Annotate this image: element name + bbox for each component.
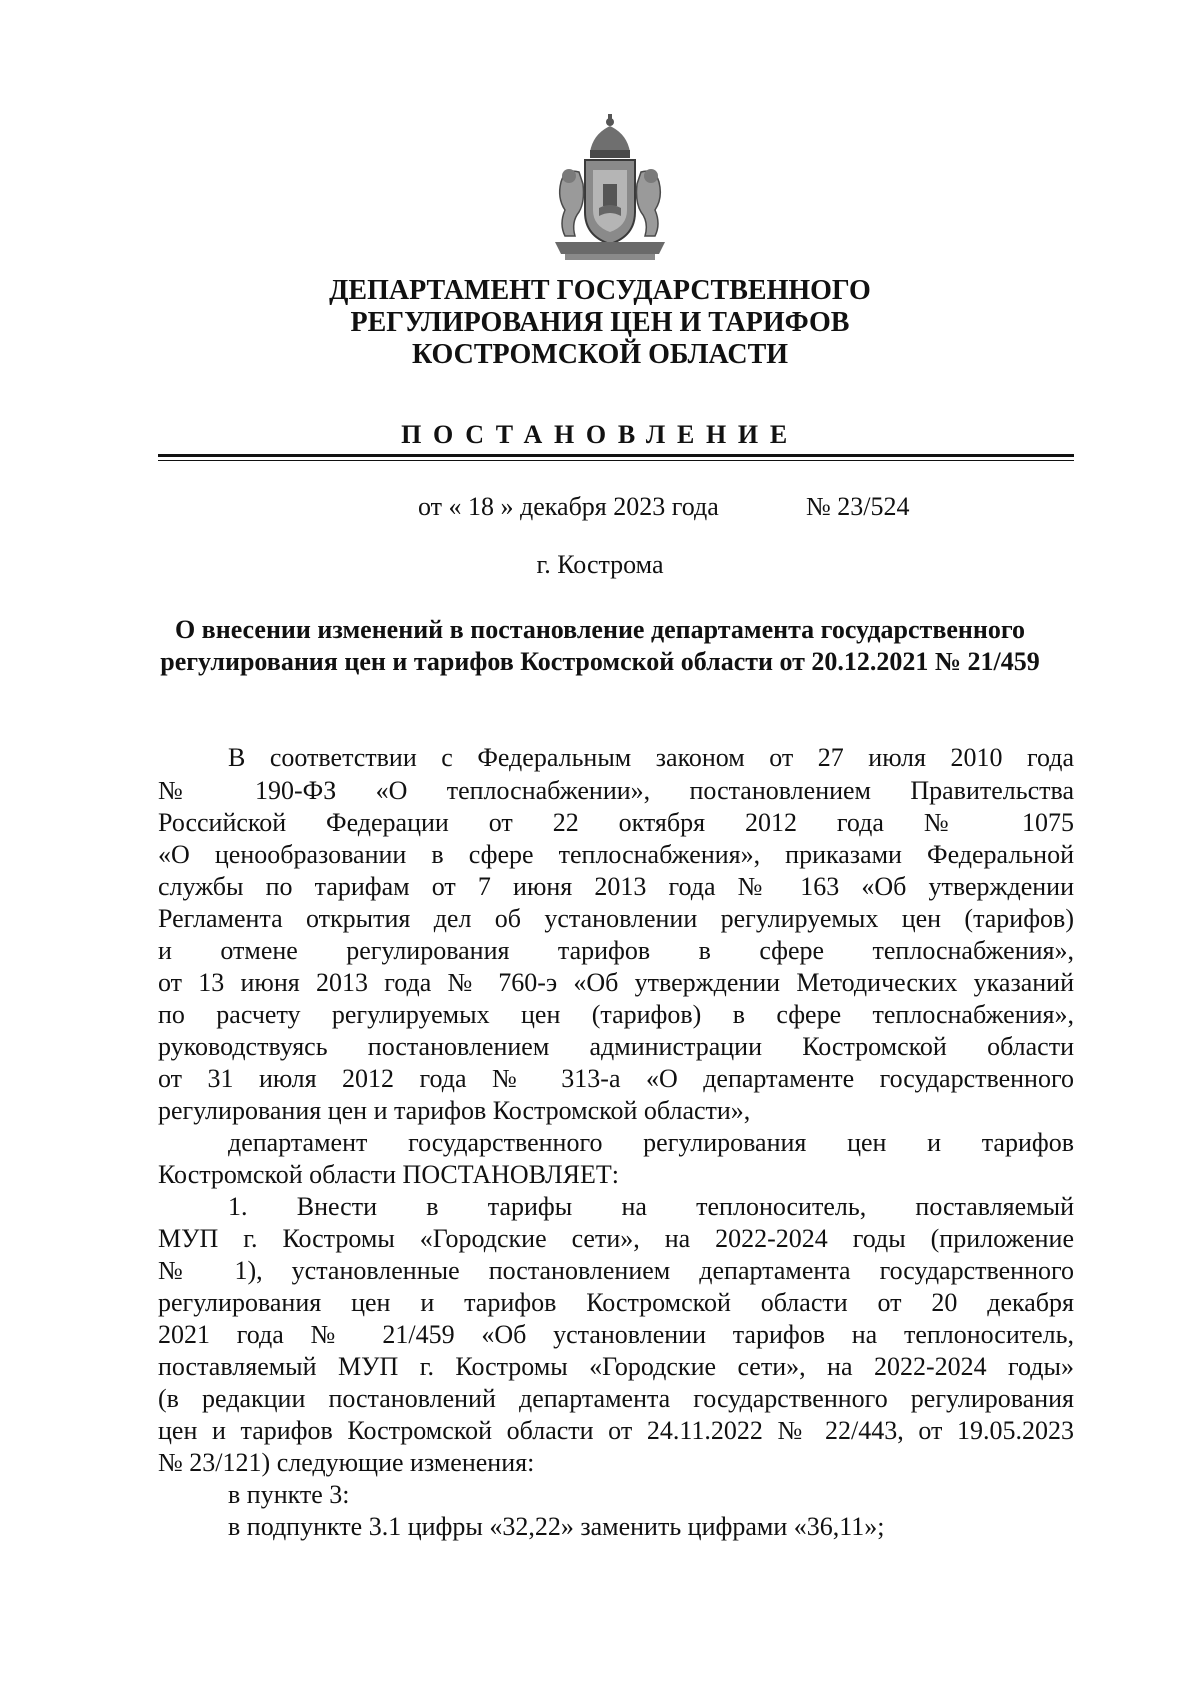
body-line: в подпункте 3.1 цифры «32,22» заменить цифрами «36,11»;: [228, 1512, 885, 1541]
body-line: № 1), установленные постановлением департамента государственного: [158, 1256, 1074, 1285]
body-line: Регламента открытия дел об установлении регулируемых цен (тарифов): [158, 904, 1074, 933]
body-line: поставляемый МУП г. Костромы «Городские сети», на 2022-2024 годы»: [158, 1352, 1074, 1381]
body-line: от 31 июля 2012 года № 313-а «О департаменте государственного: [158, 1064, 1074, 1093]
body-line: Российской Федерации от 22 октября 2012 года № 1075: [158, 808, 1074, 837]
document-number: № 23/524: [806, 492, 910, 521]
document-type-title: ПОСТАНОВЛЕНИЕ: [401, 420, 799, 449]
body-line: департамент государственного регулирования цен и тарифов: [228, 1128, 1074, 1157]
body-line: (в редакции постановлений департамента государственного регулирования: [158, 1384, 1074, 1413]
document-date: от « 18 » декабря 2023 года: [418, 492, 719, 521]
body-line: В соответствии с Федеральным законом от 27 июля 2010 года: [228, 743, 1074, 772]
body-line: 2021 года № 21/459 «Об установлении тарифов на теплоноситель,: [158, 1320, 1074, 1349]
subject-line: О внесении изменений в постановление департамента государственного: [174, 615, 1026, 644]
body-line: по расчету регулируемых цен (тарифов) в сфере теплоснабжения»,: [158, 1000, 1074, 1029]
document-city: г. Кострома: [536, 550, 664, 579]
body-line: № 23/121) следующие изменения:: [158, 1448, 535, 1477]
department-name-line: КОСТРОМСКОЙ ОБЛАСТИ: [411, 339, 789, 370]
body-line: руководствуясь постановлением администрации Костромской области: [158, 1032, 1074, 1061]
body-line: 1. Внести в тарифы на теплоноситель, поставляемый: [228, 1192, 1074, 1221]
body-line: и отмене регулирования тарифов в сфере теплоснабжения»,: [158, 936, 1074, 965]
subject-line: регулирования цен и тарифов Костромской области от 20.12.2021 № 21/459: [160, 647, 1040, 676]
body-line: в пункте 3:: [228, 1480, 350, 1509]
header-rule-thick: [158, 454, 1074, 457]
body-line: МУП г. Костромы «Городские сети», на 2022-2024 годы (приложение: [158, 1224, 1074, 1253]
body-line: регулирования цен и тарифов Костромской области»,: [158, 1096, 751, 1125]
body-line: службы по тарифам от 7 июня 2013 года № 163 «Об утверждении: [158, 872, 1074, 901]
header-rule-thin: [158, 460, 1074, 461]
body-line: «О ценообразовании в сфере теплоснабжения», приказами Федеральной: [158, 840, 1074, 869]
department-name-line: РЕГУЛИРОВАНИЯ ЦЕН И ТАРИФОВ: [350, 307, 850, 338]
department-name-line: ДЕПАРТАМЕНТ ГОСУДАРСТВЕННОГО: [329, 275, 871, 306]
coat-of-arms-icon: [535, 112, 685, 264]
body-line: цен и тарифов Костромской области от 24.11.2022 № 22/443, от 19.05.2023: [158, 1416, 1074, 1445]
body-line: от 13 июня 2013 года № 760-э «Об утверждении Методических указаний: [158, 968, 1074, 997]
body-line: № 190-ФЗ «О теплоснабжении», постановлением Правительства: [158, 776, 1074, 805]
body-line: регулирования цен и тарифов Костромской области от 20 декабря: [158, 1288, 1074, 1317]
body-line: Костромской области ПОСТАНОВЛЯЕТ:: [158, 1160, 619, 1189]
